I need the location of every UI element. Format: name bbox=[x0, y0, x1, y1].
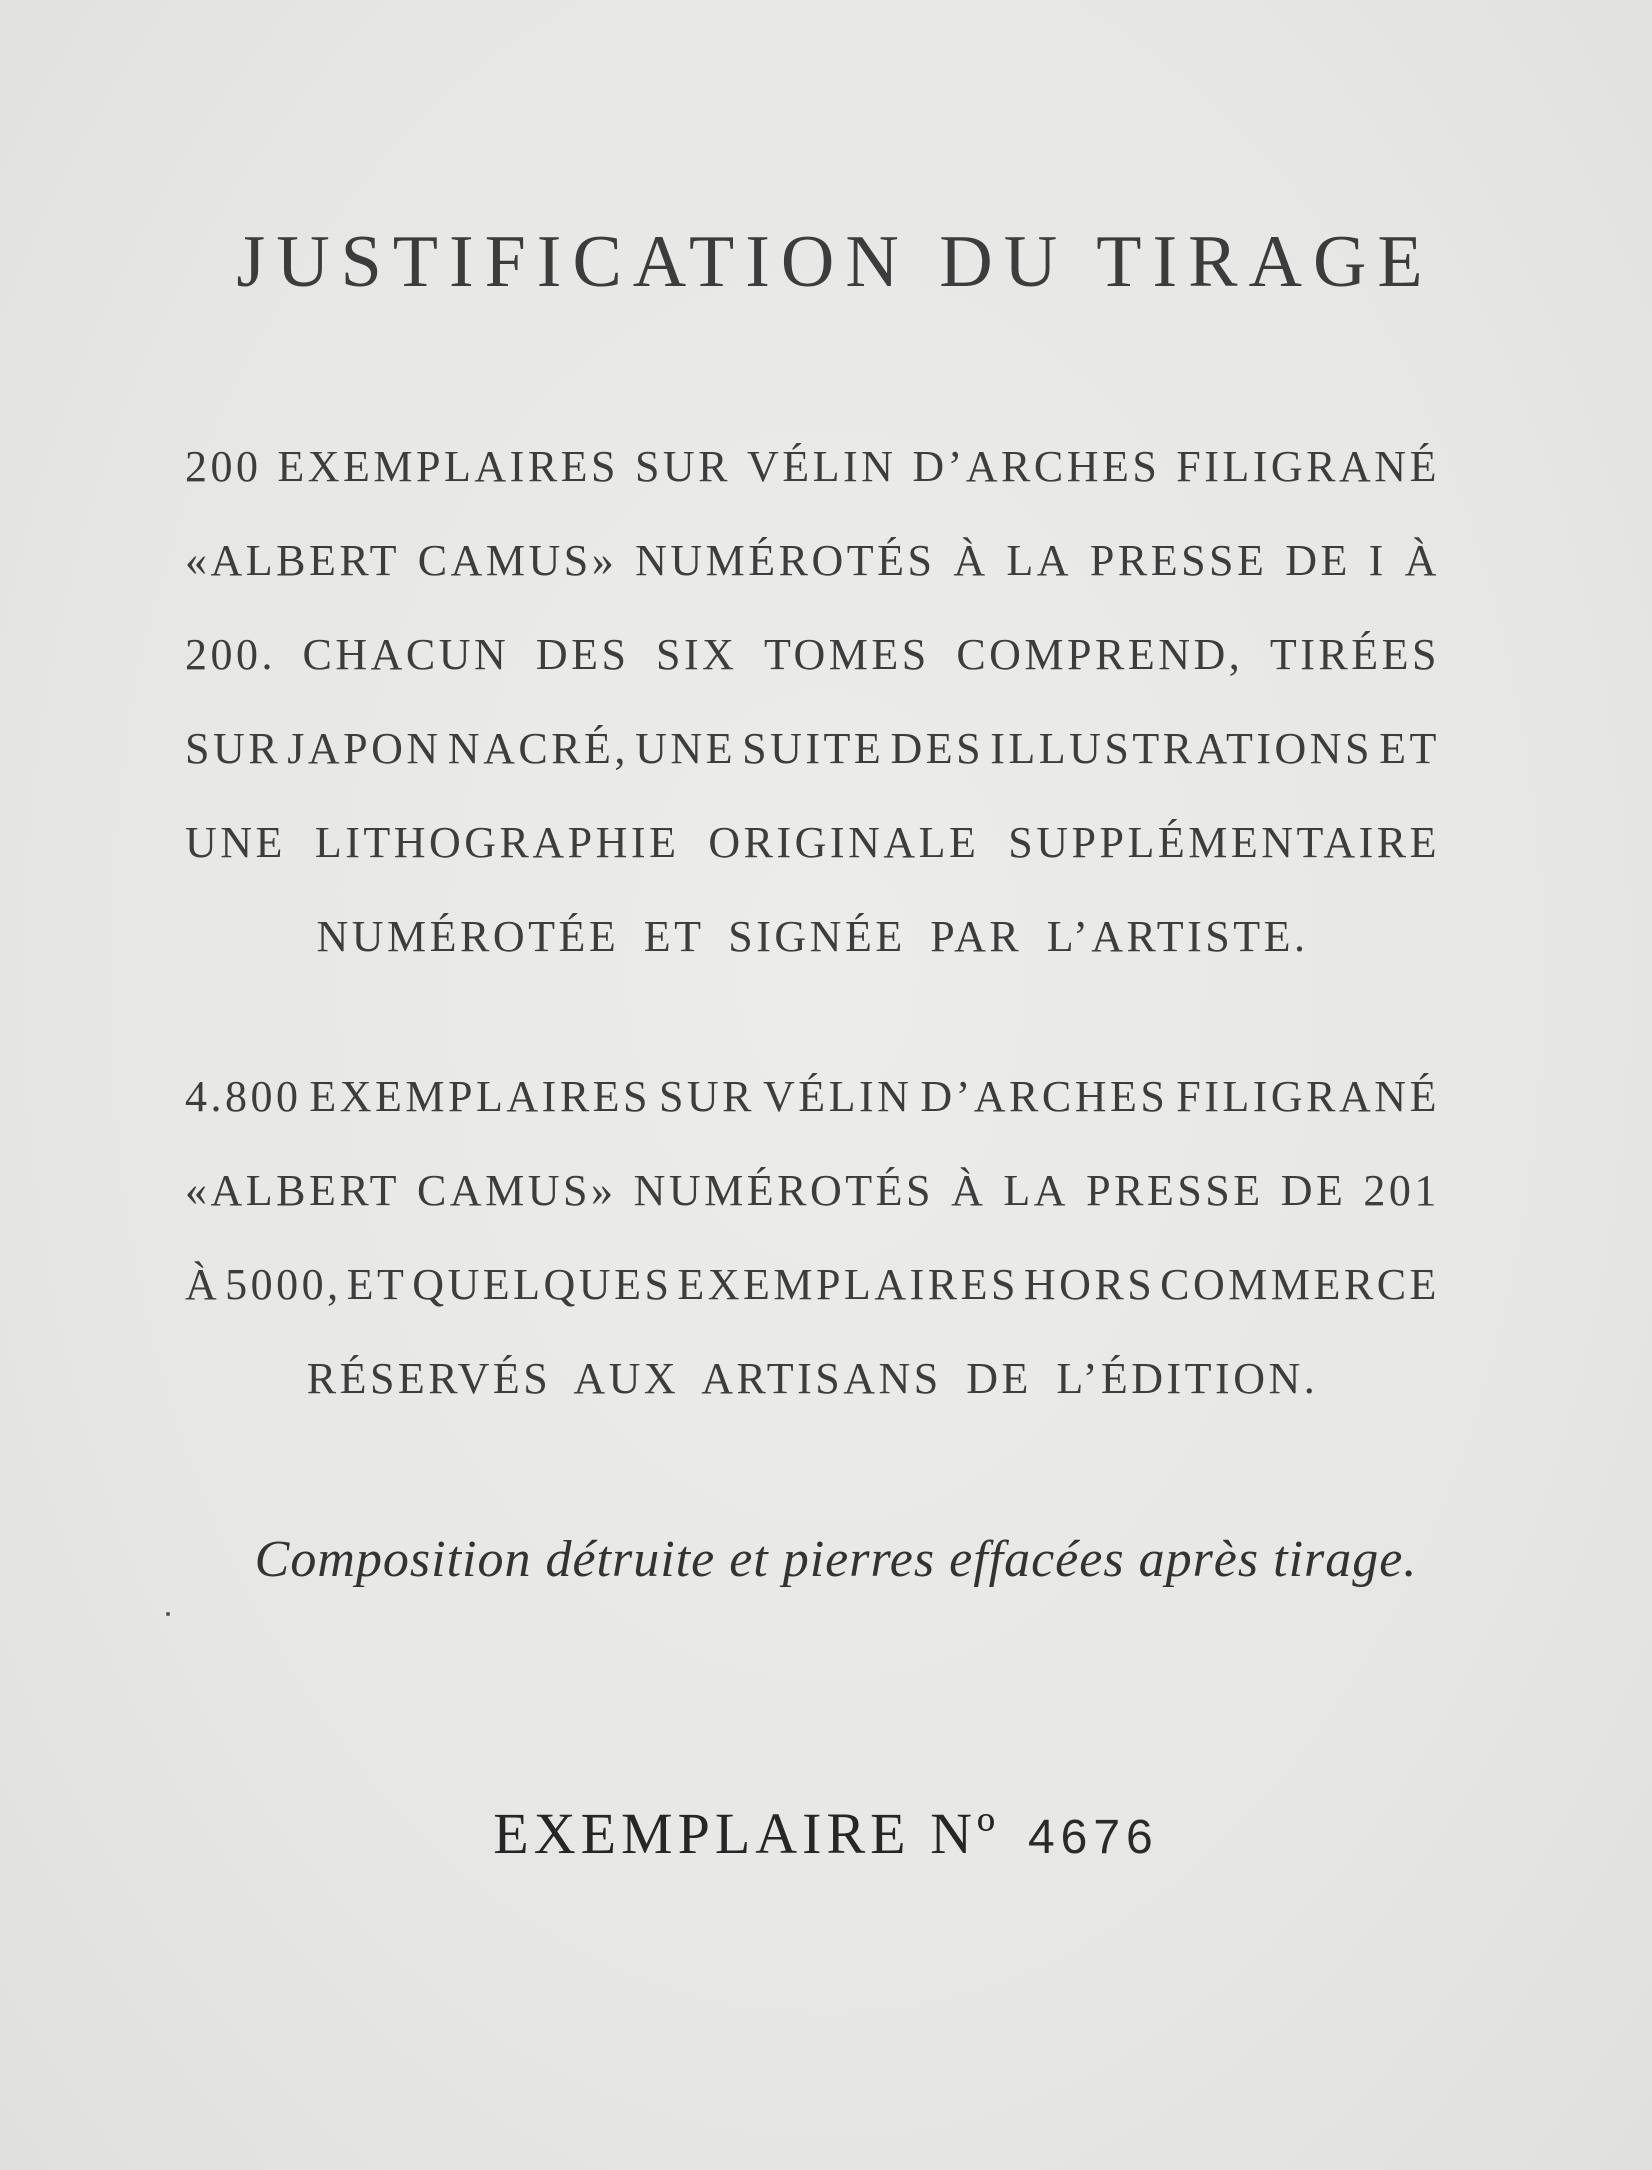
text-line: SUR JAPON NACRÉ, UNE SUITE DES ILLUSTRATIONS ET bbox=[185, 724, 1440, 773]
text-line: UNE LITHOGRAPHIE ORIGINALE SUPPLÉMENTAIRE bbox=[185, 818, 1440, 867]
copy-number bbox=[0, 1800, 1652, 1867]
paper-speck bbox=[166, 1612, 170, 1616]
copy-number-label: EXEMPLAIRE Nº bbox=[493, 1801, 1000, 1866]
text-line: «ALBERT CAMUS» NUMÉROTÉS À LA PRESSE DE I À bbox=[185, 536, 1440, 585]
copy-number-value: 4676 bbox=[1027, 1811, 1159, 1864]
text-line: «ALBERT CAMUS» NUMÉROTÉS À LA PRESSE DE 201 bbox=[185, 1166, 1440, 1215]
edition-paragraph-1 bbox=[185, 420, 1440, 984]
text-line: 200 EXEMPLAIRES SUR VÉLIN D’ARCHES FILIGRANÉ bbox=[185, 442, 1440, 491]
page-title: JUSTIFICATION DU TIRAGE bbox=[236, 221, 1434, 303]
text-line: 200. CHACUN DES SIX TOMES COMPREND, TIRÉES bbox=[185, 630, 1440, 679]
text-line-last: RÉSERVÉS AUX ARTISANS DE L’ÉDITION. bbox=[306, 1354, 1319, 1403]
edition-paragraph-2 bbox=[185, 1050, 1440, 1426]
text-line: À 5000, ET QUELQUES EXEMPLAIRES HORS COMMERCE bbox=[185, 1260, 1440, 1309]
composition-note: Composition détruite et pierres effacées après tirage. bbox=[254, 1531, 1418, 1588]
text-line: 4.800 EXEMPLAIRES SUR VÉLIN D’ARCHES FILIGRANÉ bbox=[185, 1072, 1440, 1121]
text-line-last: NUMÉROTÉE ET SIGNÉE PAR L’ARTISTE. bbox=[316, 912, 1309, 961]
